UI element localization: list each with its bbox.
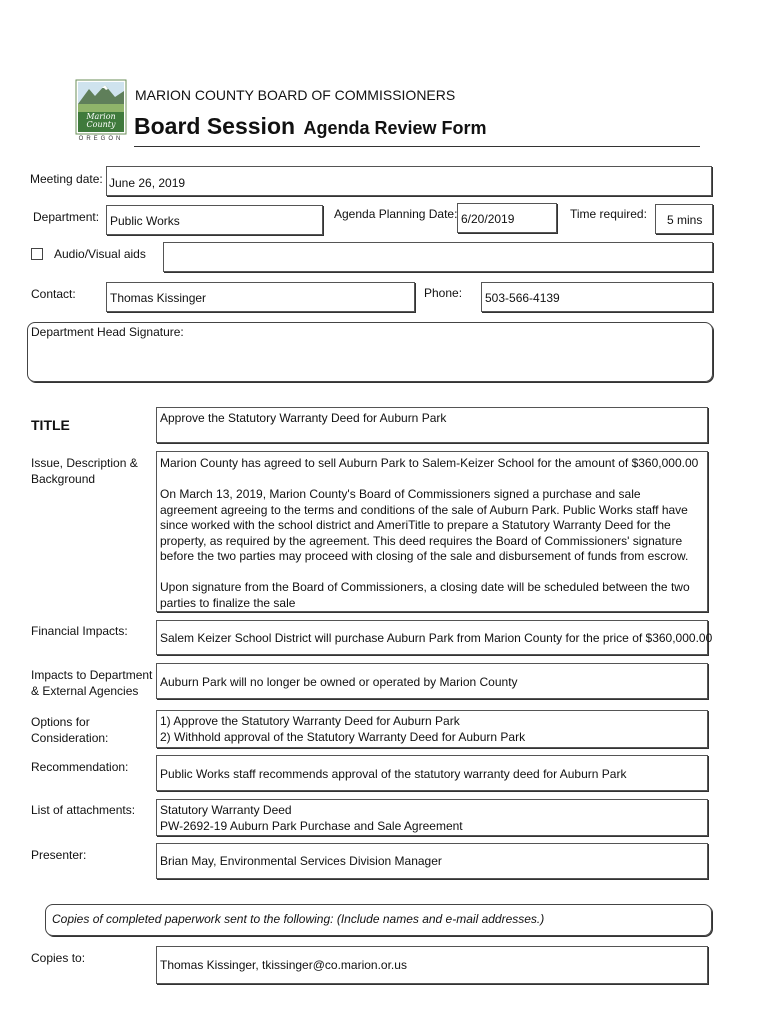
options-text: [160, 714, 525, 745]
time-required-label: Time required:: [570, 207, 647, 221]
option-2: 2) Withhold approval of the Statutory Warranty Deed for Auburn Park: [160, 729, 526, 744]
presenter-field[interactable]: [156, 843, 708, 879]
phone-field[interactable]: [481, 282, 713, 312]
issue-paragraph-2: On March 13, 2019, Marion County's Board of Commissioners signed a purchase and sale agreement agreeing to the terms and conditions of the sale of Auburn Park. Public Works staff have since worked with the school district and AmeriTitle to prepare a Statutory Warranty Deed for the property, as required by the agreement. This deed requires the Board of Commissioners' signature before the two parties may proceed with closing of the sale and disbursement of funds from escrow.: [160, 487, 689, 563]
phone-value: 503-566-4139: [485, 291, 560, 305]
impacts-value: Auburn Park will no longer be owned or operated by Marion County: [160, 675, 518, 689]
planning-date-value: 6/20/2019: [461, 212, 515, 226]
attachments-field[interactable]: [156, 799, 708, 836]
title-field[interactable]: [156, 407, 708, 443]
org-name: MARION COUNTY BOARD OF COMMISSIONERS: [135, 87, 456, 103]
financial-field[interactable]: [156, 620, 713, 655]
impacts-label: Impacts to Department & External Agencies: [31, 668, 153, 698]
department-value: Public Works: [110, 214, 180, 228]
issue-paragraph-3: Upon signature from the Board of Commissioners, a closing date will be scheduled between the two parties to finalize the sale: [160, 580, 690, 610]
issue-label: Issue, Description & Background: [31, 456, 138, 486]
county-logo: [75, 79, 127, 145]
presenter-label: Presenter:: [31, 848, 87, 862]
copies-to-label: Copies to:: [31, 951, 86, 965]
av-label: Audio/Visual aids: [54, 247, 146, 261]
attachments-label: List of attachments:: [31, 803, 136, 817]
contact-value: Thomas Kissinger: [110, 291, 207, 305]
form-title-rest: Agenda Review Form: [303, 118, 487, 138]
attachment-1: Statutory Warranty Deed: [160, 803, 292, 817]
issue-paragraph-1: Marion County has agreed to sell Auburn Park to Salem-Keizer School for the amount of $360,000.00: [160, 456, 699, 470]
financial-label: Financial Impacts:: [31, 624, 128, 638]
planning-date-field[interactable]: [457, 203, 557, 233]
meeting-date-label: Meeting date:: [30, 172, 103, 186]
av-checkbox[interactable]: [31, 248, 43, 260]
issue-text: [160, 456, 700, 611]
contact-label: Contact:: [31, 287, 76, 301]
impacts-field[interactable]: [156, 663, 708, 699]
time-required-value: 5 mins: [667, 213, 703, 227]
attachment-2: PW-2692-19 Auburn Park Purchase and Sale Agreement: [160, 818, 463, 833]
time-required-field[interactable]: [655, 204, 713, 234]
logo-script-text: Marion County: [86, 112, 116, 129]
contact-field[interactable]: [106, 282, 415, 312]
av-field[interactable]: [163, 242, 713, 272]
copies-to-value: Thomas Kissinger, tkissinger@co.marion.or.us: [160, 958, 407, 972]
header-rule: [134, 146, 700, 147]
signature-label: Department Head Signature:: [31, 325, 184, 339]
recommendation-field[interactable]: [156, 755, 708, 791]
option-1: 1) Approve the Statutory Warranty Deed for Auburn Park: [160, 714, 460, 728]
options-field[interactable]: [156, 710, 708, 748]
recommendation-label: Recommendation:: [31, 760, 129, 774]
presenter-value: Brian May, Environmental Services Division Manager: [160, 854, 442, 868]
planning-date-label: Agenda Planning Date:: [334, 207, 458, 221]
phone-label: Phone:: [424, 286, 463, 300]
form-title: [134, 113, 487, 140]
financial-value: Salem Keizer School District will purchase Auburn Park from Marion County for the price of $360,000.00: [160, 631, 713, 645]
signature-box[interactable]: [27, 322, 713, 382]
department-label: Department:: [33, 210, 100, 224]
meeting-date-value: June 26, 2019: [109, 176, 186, 190]
meeting-date-field[interactable]: [106, 166, 712, 196]
options-label: Options for Consideration:: [31, 715, 109, 745]
copies-note-text: Copies of completed paperwork sent to the following: (Include names and e-mail addresses.): [52, 912, 545, 926]
logo-state-text: OREGON: [78, 136, 124, 142]
title-value: Approve the Statutory Warranty Deed for Auburn Park: [160, 411, 447, 425]
recommendation-value: Public Works staff recommends approval of the statutory warranty deed for Auburn Park: [160, 767, 627, 781]
form-title-bold: Board Session: [134, 113, 296, 139]
copies-note-box: [45, 904, 712, 936]
department-field[interactable]: [106, 205, 323, 235]
attachments-text: [160, 803, 463, 834]
issue-field[interactable]: [156, 451, 708, 612]
title-heading: TITLE: [31, 417, 70, 433]
copies-to-field[interactable]: [156, 946, 708, 984]
